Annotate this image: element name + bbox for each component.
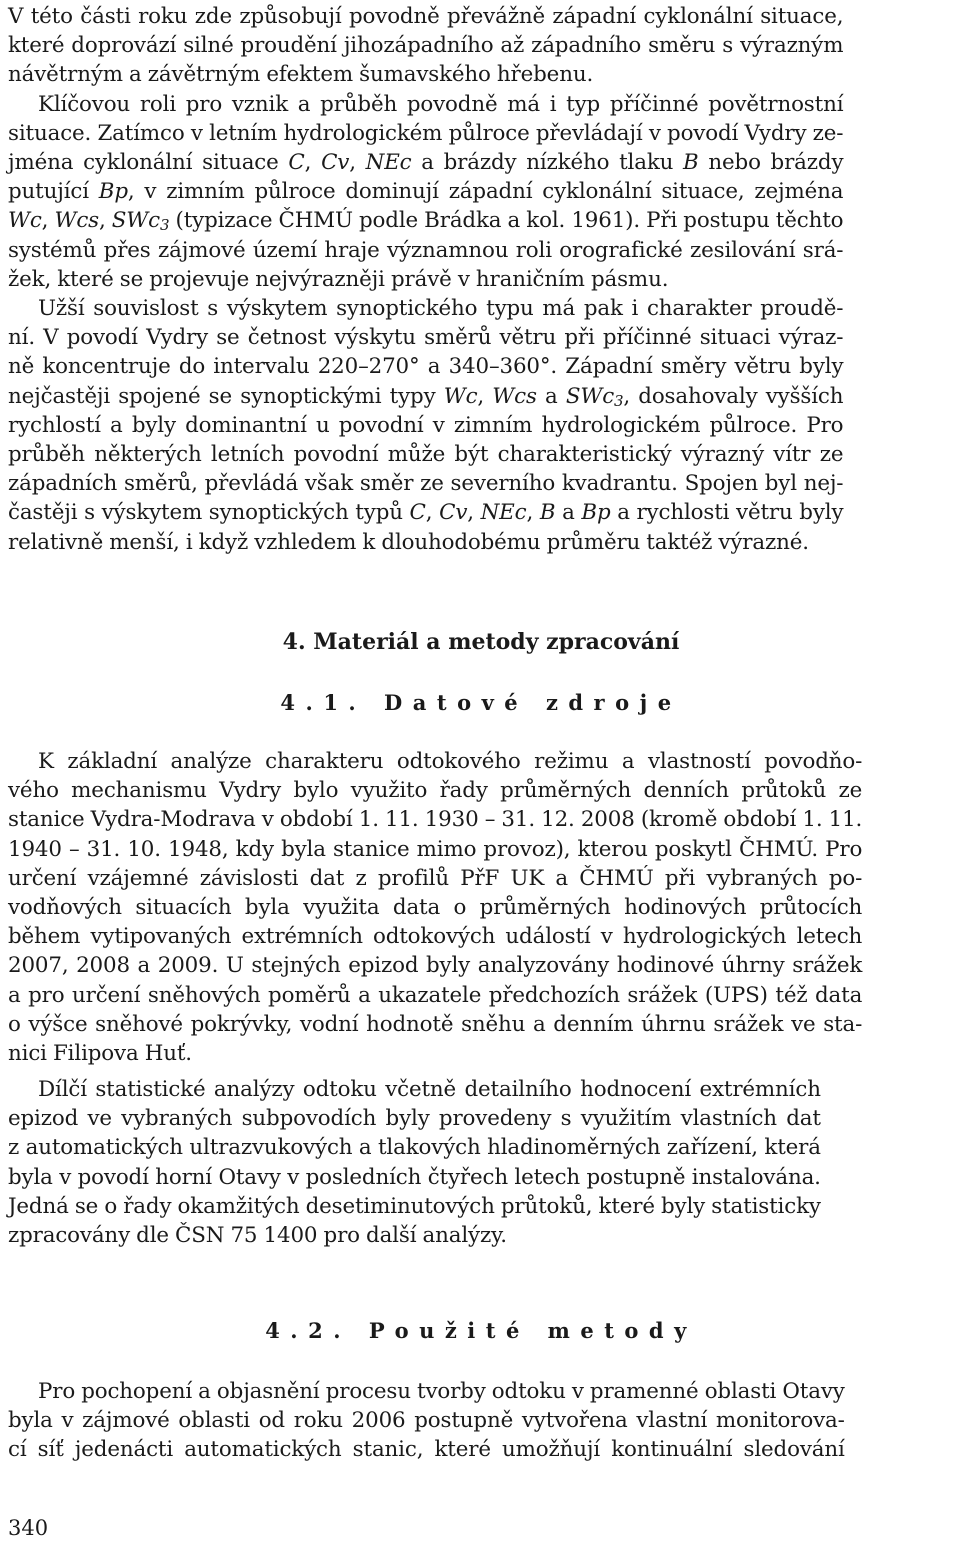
intro-line: relativně menší, i když vzhledem k dlouhodobému průměru taktéž výrazné. — [8, 529, 809, 555]
text-line: vodňových situacích byla využita data o průměrných hodinových průtocích — [8, 895, 863, 921]
paragraph — [8, 1377, 845, 1465]
intro-line: Užší souvislost s výskytem synoptického typu má pak i charakter proudě- — [38, 296, 844, 322]
intro-line: průběh některých letních povodní může být charakteristický výrazný vítr ze — [8, 442, 844, 468]
text-line: Jedná se o řady okamžitých desetiminutových průtoků, které byly statisticky — [8, 1193, 821, 1219]
intro-line: jména cyklonální situace C, Cv, NEc a brázdy nízkého tlaku B nebo brázdy — [8, 150, 844, 176]
intro-line: ně koncentruje do intervalu 220–270° a 340–360°. Západní směry větru byly — [8, 354, 844, 380]
text-line: o výšce sněhové pokrývky, vodní hodnotě sněhu a denním úhrnu srážek ve sta- — [8, 1011, 863, 1037]
text-line: byla v zájmové oblasti od roku 2006 postupně vytvořena vlastní monitorova- — [8, 1408, 845, 1434]
intro-line: nejčastěji spojené se synoptickými typy Wc, Wcs a SWc$_3$, dosahovaly vyšších — [8, 383, 844, 410]
intro-line: návětrným a závětrným efektem šumavského hřebenu. — [8, 62, 594, 88]
text-line: vého mechanismu Vydry bylo využito řady průměrných denních průtoků ze — [8, 778, 863, 804]
intro-line: západních směrů, převládá však směr ze severního kvadrantu. Spojen byl nej- — [8, 471, 844, 497]
text-line: cí síť jedenácti automatických stanic, které umožňují kontinuální sledování — [8, 1437, 845, 1463]
text-line: během vytipovaných extrémních odtokových událostí v hydrologických letech — [8, 924, 863, 950]
section-heading: 4. Materiál a metody zpracování — [282, 629, 680, 655]
text-line: K základní analýze charakteru odtokového režimu a vlastností povodňo- — [38, 749, 863, 774]
text-line: Pro pochopení a objasnění procesu tvorby odtoku v pramenné oblasti Otavy — [38, 1379, 845, 1404]
text-line: byla v povodí horní Otavy v posledních čtyřech letech postupně instalována. — [8, 1164, 821, 1190]
intro-line: rychlostí a byly dominantní u povodní v zimním hydrologickém půlroce. Pro — [8, 412, 844, 438]
intro-line: situace. Zatímco v letním hydrologickém půlroce převládají v povodí Vydry ze- — [8, 120, 844, 146]
intro-line: častěji s výskytem synoptických typů C, Cv, NEc, B a Bp a rychlosti větru byly — [8, 500, 844, 526]
text-line: epizod ve vybraných subpovodích byly provedeny s využitím vlastních dat — [8, 1106, 821, 1132]
intro-line: putující Bp, v zimním půlroce dominují západní cyklonální situace, zejména — [8, 179, 844, 205]
text-line: stanice Vydra-Modrava v období 1. 11. 1930 – 31. 12. 2008 (kromě období 1. 11. — [8, 807, 863, 833]
text-line: zpracovány dle ČSN 75 1400 pro další analýzy. — [8, 1223, 507, 1249]
intro-line: ní. V povodí Vydry se četnost výskytu směrů větru při příčinné situaci výraz- — [8, 325, 844, 351]
intro-line: systémů přes zájmové území hraje významnou roli orografické zesilování srá- — [8, 237, 844, 263]
text-line: z automatických ultrazvukových a tlakových hladinoměrných zařízení, která — [8, 1135, 821, 1161]
text-line: určení vzájemné závislosti dat z profilů PřF UK a ČHMÚ při vybraných po- — [8, 865, 863, 891]
text-line: a pro určení sněhových poměrů a ukazatele předchozích srážek (UPS) též data — [8, 982, 863, 1008]
paragraph — [8, 747, 862, 1068]
page-number: 340 — [8, 1516, 49, 1540]
subsection-heading: 4.2. Použité metody — [265, 1318, 697, 1343]
intro-line: Wc, Wcs, SWc$_3$ (typizace ČHMÚ podle Brádka a kol. 1961). Při postupu těchto — [8, 208, 844, 235]
intro-line: žek, které se projevuje nejvýrazněji právě v hraničním pásmu. — [8, 266, 669, 292]
intro-text — [8, 2, 843, 557]
intro-line: Klíčovou roli pro vznik a průběh povodně má i typ příčinné povětrnostní — [38, 91, 844, 117]
text-line: 2007, 2008 a 2009. U stejných epizod byly analyzovány hodinové úhrny srážek — [8, 953, 863, 979]
subsection-heading: 4.1. Datové zdroje — [280, 690, 682, 715]
paragraph — [8, 1075, 821, 1250]
text-line: Dílčí statistické analýzy odtoku včetně detailního hodnocení extrémních — [38, 1077, 821, 1102]
intro-line: které doprovází silné proudění jihozápadního až západního směru s výrazným — [8, 33, 844, 59]
text-line: nici Filipova Huť. — [8, 1041, 192, 1067]
text-line: 1940 – 31. 10. 1948, kdy byla stanice mimo provoz), kterou poskytl ČHMÚ. Pro — [8, 836, 863, 862]
intro-line: V této části roku zde způsobují povodně převážně západní cyklonální situace, — [8, 4, 844, 29]
